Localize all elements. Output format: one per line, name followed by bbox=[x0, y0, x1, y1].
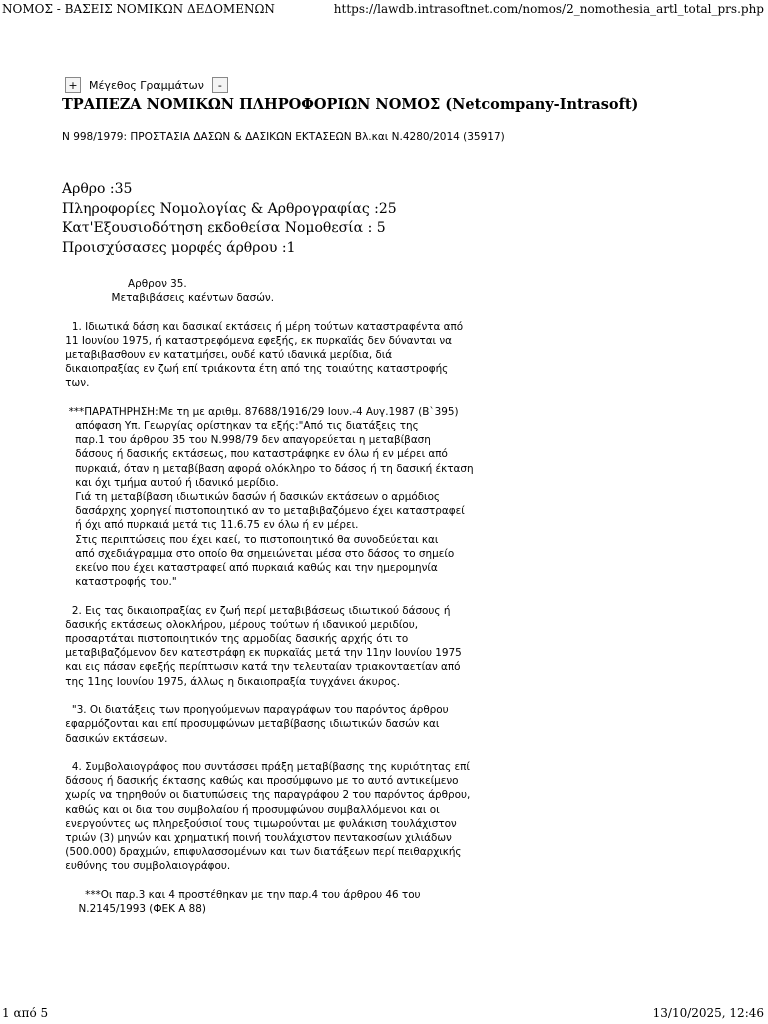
print-url: https://lawdb.intrasoftnet.com/nomos/2_nomothesia_artl_total_prs.php bbox=[333, 2, 764, 16]
font-size-control bbox=[65, 77, 228, 93]
print-footer bbox=[0, 1002, 768, 1024]
print-header bbox=[0, 0, 768, 20]
font-increase-button[interactable]: + bbox=[65, 77, 81, 93]
article-number: Αρθρο :35 bbox=[62, 181, 133, 197]
font-decrease-button[interactable]: - bbox=[212, 77, 228, 93]
article-text: Αρθρον 35. Μεταβιβάσεις καέντων δασών. 1. Ιδιωτικά δάση και δασικαί εκτάσεις ή μέρη τούτων καταστραφέντα από 11 Ιουνίου 1975, ή καταστρεφόμενα εφεξής, εκ πυρκαϊάς δεν δύνανται να μεταβιβασθουν εν κατατμήσει, ουδέ κατύ ιδανικά μερίδια, διά δικαιοπραξίας εν ζωή επί τριάκοντα έτη από της τοιαύτης καταστροφής των. ***ΠΑΡΑΤΗΡΗΣΗ:Με τη με αριθμ. 87688/1916/29 Ιουν.-4 Αυγ.1987 (Β`395) απόφαση Υπ. Γεωργίας ορίστηκαν τα εξής:"Από τις διατάξεις της παρ.1 του άρθρου 35 του Ν.998/79 δεν απαγορεύεται η μεταβίβαση δάσους ή δασικής εκτάσεως, που καταστράφηκε εν όλω ή εν μέρει από πυρκαιά, όταν η μεταβίβαση αφορά ολόκληρο το δάσος ή τη δασική έκταση και όχι τμήμα αυτού ή ιδανικό μερίδιο. Γιά τη μεταβίβαση ιδιωτικών δασών ή δασικών εκτάσεων ο αρμόδιος δασάρχης χορηγεί πιστοποιητικό αν το μεταβιβαζόμενο έχει καταστραφεί ή όχι από πυρκαιά μετά τις 11.6.75 εν όλω ή εν μέρει. Στις περιπτώσεις που έχει καεί, το πιστοποιητικό θα συνοδεύεται και από σχεδιάγραμμα στο οποίο θα σημειώνεται μέσα στο δάσος το σημείο εκείνο που έχει καταστραφεί από πυρκαιά καθώς και την ημερομηνία καταστροφής του." 2. Εις τας δικαιοπραξίας εν ζωή περί μεταβιβάσεως ιδιωτικού δάσους ή δασικής εκτάσεως ολοκλήρου, μέρους τούτων ή ιδανικού μεριδίου, προσαρτάται πιστοποιητικόν της αρμοδίας δασικής αρχής ότι το μεταβιβαζόμενον δεν κατεστράφη εκ πυρκαϊάς μετά την 11ην Ιουνίου 1975 και εις πάσαν εφεξής περίπτωσιν κατά την τελευταίαν τριακονταετίαν από της 11ης Ιουνίου 1975, άλλως η δικαιοπραξία τυγχάνει άκυρος. "3. Οι διατάξεις των προηγούμενων παραγράφων του παρόντος άρθρου εφαρμόζονται και επί προσυμφώνων μεταβίβασης ιδιωτικών δασών και δασικών εκτάσεων. 4. Συμβολαιογράφος που συντάσσει πράξη μεταβίβασης της κυριότητας επί δάσους ή δασικής έκτασης καθώς και προσύμφωνο με το αυτό αντικείμενο χωρίς να τηρηθούν οι διατυπώσεις της παραγράφου 2 του παρόντος άρθρου, καθώς και οι δια του συμβολαίου ή προσυμφώνου συμβαλλόμενοι και οι ενεργούντες ως πληρεξούσιοί τους τιμωρούνται με φυλάκιση τουλάχιστον τριών (3) μηνών και χρηματική ποινή τουλάχιστον πεντακοσίων χιλιάδων (500.000) δραχμών, επιφυλασσομένων και των διατάξεων περί πειθαρχικής ευθύνης του συμβολαιογράφου. ***Οι παρ.3 και 4 προστέθηκαν με την παρ.4 του άρθρου 46 του Ν.2145/1993 (ΦΕΚ Α 88) bbox=[65, 278, 474, 915]
print-datetime: 13/10/2025, 12:46 bbox=[652, 1006, 764, 1020]
page-count: 1 από 5 bbox=[2, 1006, 49, 1020]
page-title: ΤΡΑΠΕΖΑ ΝΟΜΙΚΩΝ ΠΛΗΡΟΦΟΡΙΩΝ ΝΟΜΟΣ (Netcompany-Intrasoft) bbox=[62, 96, 639, 113]
article-meta bbox=[62, 180, 397, 258]
font-size-label: Μέγεθος Γραμμάτων bbox=[89, 78, 204, 92]
case-law-link[interactable]: Πληροφορίες Νομολογίας & Αρθρογραφίας :25 bbox=[62, 200, 397, 217]
law-subtitle: Ν 998/1979: ΠΡΟΣΤΑΣΙΑ ΔΑΣΩΝ & ΔΑΣΙΚΩΝ ΕΚΤΑΣΕΩΝ Βλ.και Ν.4280/2014 (35917) bbox=[62, 131, 505, 143]
prior-versions-link[interactable]: Προισχύσασες μορφές άρθρου :1 bbox=[62, 239, 296, 256]
delegated-legislation-link[interactable]: Κατ'Εξουσιοδότηση εκδοθείσα Νομοθεσία : 5 bbox=[62, 220, 386, 236]
print-page-title: ΝΟΜΟΣ - ΒΑΣΕΙΣ ΝΟΜΙΚΩΝ ΔΕΔΟΜΕΝΩΝ bbox=[2, 2, 275, 16]
